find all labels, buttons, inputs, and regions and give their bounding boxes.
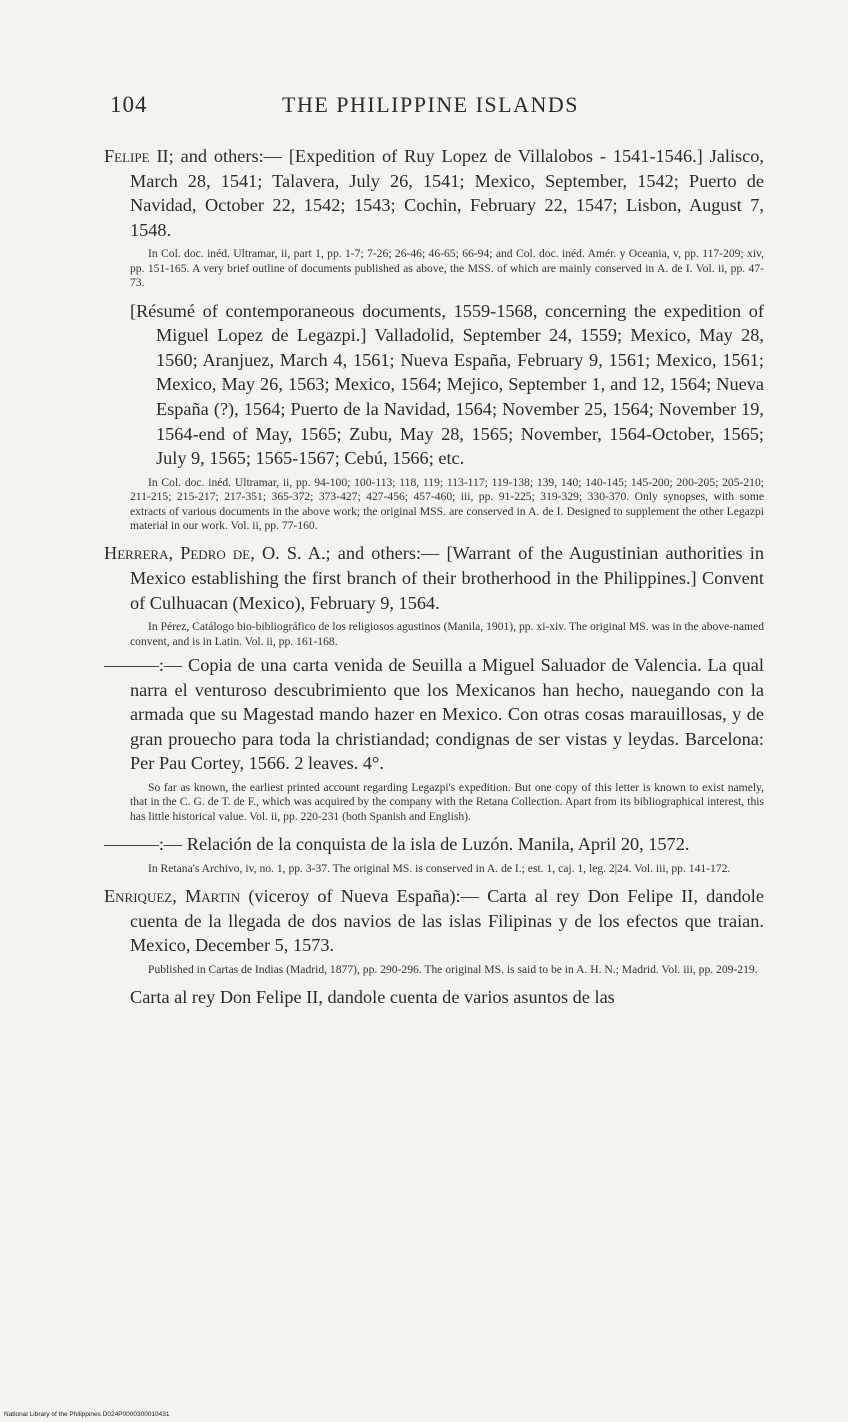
entry-author: Felipe II <box>104 146 169 166</box>
entry-legazpi-resume: [Résumé of contemporaneous documents, 1559-1568, concerning the expedition of Miguel Lopez de Legazpi.] Valladolid, September 24, 1559; Mexico, May 28, 1560; Aranjuez, March 4, 1561; Nueva España, February 9, 1561; Mexico, 1561; Mexico, May 26, 1563; Mexico, 1564; Mejico, September 1, and 12, 1564; Nueva España (?), 1564; Puerto de la Navidad, 1564; November 25, 1564; November 19, 1564-end of May, 1565; Zubu, May 28, 1565; November, 1564-October, 1565; July 9, 1565; 1565-1567; Cebú, 1566; etc. <box>130 300 764 469</box>
entry-note: In Col. doc. inéd. Ultramar, ii, part 1, pp. 1-7; 7-26; 26-46; 46-65; 66-94; and Col. doc. inéd. Amér. y Oceania, v, pp. 117-209; xiv, pp. 151-165. A very brief outline of documents published as above, the MSS. of which are mainly conserved in A. de I. Vol. ii, pp. 47-73. <box>130 247 764 290</box>
entry-text: (viceroy of Nueva España):— Carta al rey Don Felipe II, dandole cuenta de la llegada de dos navios de las islas Filipinas y de los efectos que traian. Mexico, December 5, 1573. <box>130 886 765 956</box>
entry-author: Enriquez, Martin <box>104 886 241 907</box>
entry-text: , O. S. A.; and others:— [Warrant of the Augustinian authorities in Mexico establishing the first branch of their brotherhood in the Philippines.] Convent of Culhuacan (Mexico), February 9, 1564. <box>130 543 764 613</box>
bibliography-body <box>104 144 764 1015</box>
entry-author: Herrera, Pedro de <box>104 543 251 564</box>
ditto-dash: ———:— <box>104 834 183 855</box>
running-header <box>110 92 750 124</box>
entry-enriquez <box>104 884 764 958</box>
entry-note: In Col. doc. inéd. Ultramar, ii, pp. 94-100; 100-113; 118, 119; 113-117; 119-138; 139, 140; 140-145; 145-200; 200-205; 205-210; 211-215; 215-217; 217-351; 365-372; 373-427; 427-456; 457-460; iii, pp. 91-225; 319-329; 330-370. Only synopses, with some extracts of various documents in the above work; the original MSS. are conserved in A. de I. Designed to supplement the other Legazpi material in our work. Vol. ii, pp. 77-160. <box>130 475 764 532</box>
scan-footer: National Library of the Philippines D024P0000300010431 <box>4 1411 170 1418</box>
entry-note: Published in Cartas de Indias (Madrid, 1877), pp. 290-296. The original MS. is said to be in A. H. N.; Madrid. Vol. iii, pp. 209-219. <box>148 962 758 976</box>
entry-note: In Pérez, Catálogo bio-bibliográfico de los religiosos agustinos (Manila, 1901), pp. xi-xiv. The original MS. was in the above-named convent, and is in Latin. Vol. ii, pp. 161-168. <box>130 620 764 648</box>
entry-text: Copia de una carta venida de Seuilla a Miguel Saluador de Valencia. La qual narra el venturoso descubrimiento que los Mexicanos han hecho, nauegando con la armada que su Magestad mando hazer en Mexico. Con otras cosas marauillosas, y de gran prouecho para toda la christiandad; condignas de ser vistas y leydas. Barcelona: Per Pau Cortey, 1566. 2 leaves. 4°. <box>130 654 764 774</box>
entry-note: In Retana's Archivo, iv, no. 1, pp. 3-37. The original MS. is conserved in A. de I.; est. 1, caj. 1, leg. 2|24. Vol. iii, pp. 141-172. <box>148 861 731 875</box>
entry-copia-carta <box>104 653 764 776</box>
ditto-dash: ———:— <box>104 654 183 675</box>
entry-relacion-luzon <box>104 832 764 857</box>
entry-felipe-ii <box>104 144 764 242</box>
entry-carta-continuation: Carta al rey Don Felipe II, dandole cuenta de varios asuntos de las <box>130 987 615 1008</box>
running-title: THE PHILIPPINE ISLANDS <box>282 92 579 117</box>
entry-text: Relación de la conquista de la isla de Luzón. Manila, April 20, 1572. <box>186 834 690 855</box>
entry-note: So far as known, the earliest printed account regarding Legazpi's expedition. But one copy of this letter is known to exist namely, that in the C. G. de T. de F., which was acquired by the company with the Retana Collection. Apart from its bibliographical interest, this has little historical value. Vol. ii, pp. 220-231 (both Spanish and English). <box>130 780 764 823</box>
page-number: 104 <box>110 92 148 117</box>
entry-herrera <box>104 541 764 615</box>
entry-text: ; and others:— [Expedition of Ruy Lopez de Villalobos - 1541-1546.] Jalisco, March 28, 1541; Talavera, July 26, 1541; Mexico, September, 1542; Puerto de Navidad, October 22, 1542; 1543; Cochin, February 22, 1547; Lisbon, August 7, 1548. <box>130 146 764 240</box>
